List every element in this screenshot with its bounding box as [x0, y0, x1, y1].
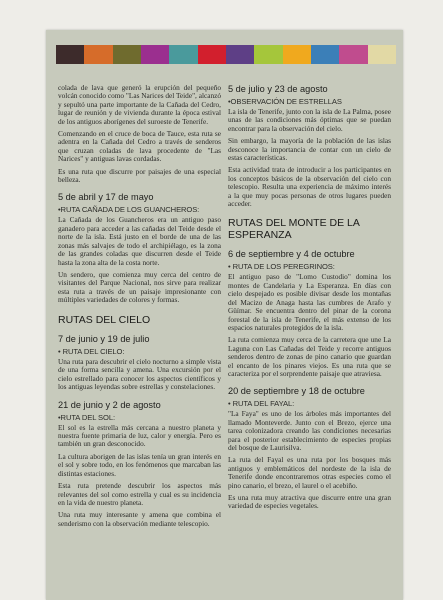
color-strip [56, 45, 396, 64]
date-heading: 7 de junio y 19 de julio [58, 334, 150, 345]
paragraph: La ruta del Fayal es una ruta por los bosques más antiguos y emblemáticos del nordeste de la isla de Tenerife donde encontraremos otras especies como el pino canario, el brezo, el laurel o el acebiño. [228, 455, 391, 490]
date-heading: 5 de abril y 17 de mayo [58, 192, 154, 203]
route-heading: •RUTA CAÑADA DE LOS GUANCHEROS: [58, 205, 200, 215]
paragraph: Comenzando en el cruce de boca de Tauce, esta ruta se adentra en la Cañada del Cedro a través de senderos que cruzan coladas de lava procedente de "Las Narices" y antiguas lavas cordadas. [58, 129, 221, 164]
route-heading: •RUTA DEL SOL: [58, 412, 115, 422]
section-heading: RUTAS DEL CIELO [58, 313, 151, 326]
paragraph: La isla de Tenerife, junto con la isla de La Palma, posee unas de las condiciones más óptimas que se puedan encontrar para la observación del cielo. [228, 107, 391, 133]
color-swatch [226, 45, 254, 64]
paragraph: La ruta comienza muy cerca de la carretera que une La Laguna con Las Cañadas del Teide y recorre antiguos senderos dentro de zonas de pino canario que guardan el encanto de los pinares viejos. Es una ruta que se caracteriza por el sorprendente paisaje que atraviesa. [228, 335, 391, 378]
paragraph: Esta ruta pretende descubrir los aspectos más relevantes del sol como estrella y cual es su incidencia en la vida de nuestro planeta. [58, 481, 221, 507]
section-heading: RUTAS DEL MONTE DE LA ESPERANZA [228, 217, 360, 241]
brochure-page [46, 30, 403, 600]
paragraph: Una ruta muy interesante y amena que combina el senderismo con la observación mediante telescopio. [58, 510, 221, 528]
color-swatch [113, 45, 141, 64]
color-swatch [141, 45, 169, 64]
date-heading: 20 de septiembre y 18 de octubre [228, 386, 365, 397]
color-swatch [198, 45, 226, 64]
paragraph: colada de lava que generó la erupción del pequeño volcán conocido como "Las Narices del Teide", alcanzó y sepultó una parte importante de la Cañada del Cedro, lugar de reunión y de vivienda durante la época estival de los antiguos aborígenes del suroeste de Tenerife. [58, 83, 221, 126]
color-swatch [56, 45, 84, 64]
color-swatch [254, 45, 282, 64]
color-swatch [169, 45, 197, 64]
paragraph: Esta actividad trata de introducir a los participantes en los conceptos básicos de la observación del cielo con telescopio. Resulta una experiencia de máximo interés a la que muy pocas personas de otros lugares pueden acceder. [228, 165, 391, 209]
paragraph: Una ruta para descubrir el cielo nocturno a simple vista de una forma sencilla y amena. Una excursión por el cielo estrellado para conocer los aspectos científicos y los antiguas leyendas sobre estrellas y constelaciones. [58, 357, 221, 392]
color-swatch [84, 45, 112, 64]
color-swatch [311, 45, 339, 64]
route-heading: • RUTA DE LOS PEREGRINOS: [228, 262, 335, 272]
paragraph: La Cañada de los Guancheros era un antiguo paso ganadero para acceder a las cañadas del Teide desde el norte de la isla. Está justo en el borde de una de las zonas más salvajes de todo el archipiélago, es la zona de las grandes coladas que discurren desde el Teide hasta la zona alta de la costa norte. [58, 215, 221, 267]
color-swatch [339, 45, 367, 64]
route-heading: • RUTA DEL FAYAL: [228, 399, 295, 409]
left-column [58, 84, 221, 532]
route-heading: • RUTA DEL CIELO: [58, 347, 125, 357]
date-heading: 6 de septiembre y 4 de octubre [228, 249, 355, 260]
paragraph: Es una ruta que discurre por paisajes de una especial belleza. [58, 166, 221, 185]
paragraph: La cultura aborigen de las islas tenía un gran interés en el sol y sobre todo, en los fenómenos que marcaban las distintas estaciones. [58, 451, 221, 478]
paragraph: "La Faya" es uno de los árboles más importantes del llamado Monteverde. Junto con el Brezo, ejerce una tarea colonizadora creando las condiciones necesarias para el posterior establecimiento de especies propias del bosque de Laurisilva. [228, 409, 391, 452]
paragraph: El antiguo paso de "Lomo Custodio" domina los montes de Candelaria y La Esperanza. En días con cielo despejado es posible divisar desde los montañas del Macizo de Anaga hasta las cumbres de Arafo y Güímar. Se encuentra dentro del pinar de la corona forestal de la isla de Tenerife, el más extenso de los espacios naturales protegidos de la isla. [228, 272, 391, 332]
color-swatch [368, 45, 396, 64]
right-column [228, 84, 391, 515]
route-heading: •OBSERVACIÓN DE ESTRELLAS [228, 97, 342, 106]
paragraph: Sin embargo, la mayoría de la población de las islas desconoce la importancia de contar con un cielo de estas características. [228, 136, 391, 163]
paragraph: Es una ruta muy atractiva que discurre entre una gran variedad de especies vegetales. [228, 493, 391, 511]
date-heading: 21 de junio y 2 de agosto [58, 399, 161, 410]
date-heading: 5 de julio y 23 de agosto [228, 84, 328, 94]
color-swatch [283, 45, 311, 64]
paragraph: Un sendero, que comienza muy cerca del centro de visitantes del Parque Nacional, nos sirve para realizar esta ruta a través de un paisaje impresionante con múltiples variedades de colores y formas. [58, 269, 221, 305]
paragraph: El sol es la estrella más cercana a nuestro planeta y nuestra fuente primaria de luz, calor y energía. Pero es también un gran desconocido. [58, 422, 221, 449]
